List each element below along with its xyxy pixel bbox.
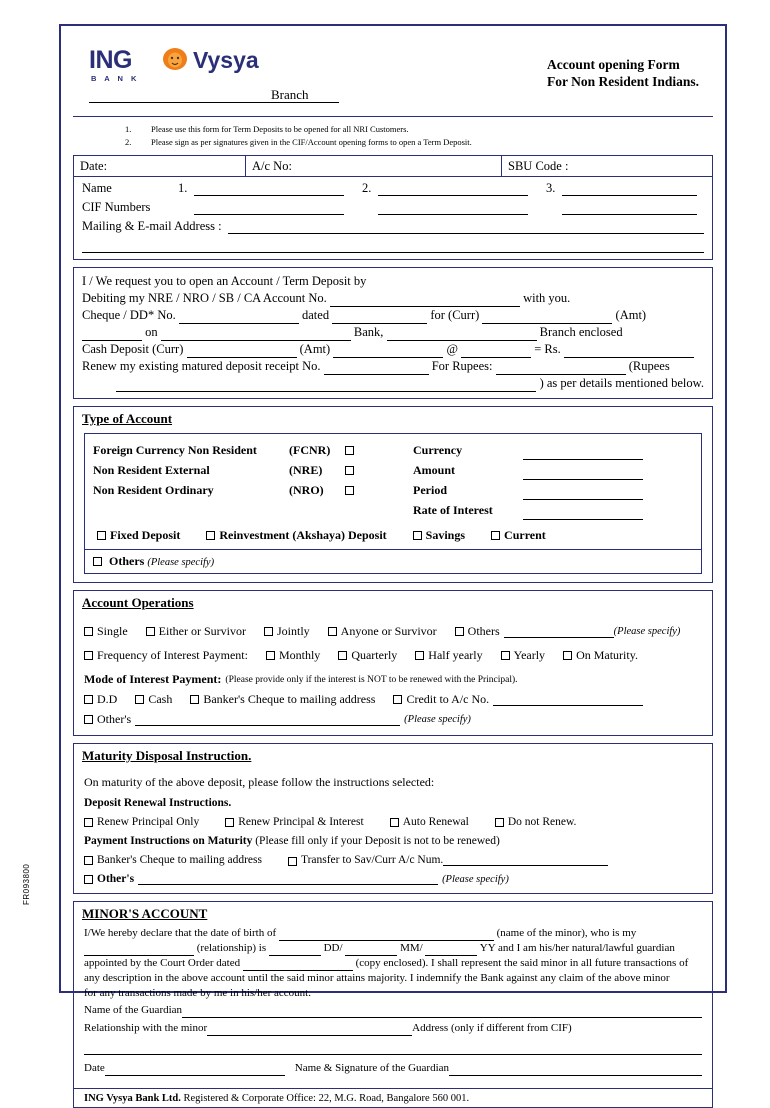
name-index-3: 3. (546, 181, 556, 195)
guardian-date-label: Date (84, 1062, 105, 1074)
maturity-bankers-cheque[interactable] (84, 854, 262, 866)
savings-checkbox[interactable] (413, 531, 422, 540)
guardian-relationship-row (84, 1021, 702, 1036)
payment-dd[interactable] (84, 692, 117, 707)
frequency-quarterly-checkbox[interactable] (338, 651, 347, 660)
renew-principal-interest[interactable] (225, 816, 364, 828)
frequency-quarterly[interactable] (338, 648, 397, 663)
guardian-address-row (84, 1042, 702, 1055)
mailing-address-row (82, 219, 704, 234)
maturity-bankers-cheque-label: Banker's Cheque to mailing address (97, 854, 262, 866)
amount-input[interactable] (523, 468, 643, 480)
ing-logo-text: ING (89, 46, 132, 74)
payment-credit-account-checkbox[interactable] (393, 695, 402, 704)
name-entry-1[interactable] (178, 181, 344, 196)
instruction-text: Please use this form for Term Deposits to be opened for all NRI Customers. (151, 124, 409, 134)
account-type-fcnr[interactable] (93, 440, 413, 460)
request-line-5 (82, 341, 704, 358)
frequency-half-yearly-label: Half yearly (428, 648, 483, 662)
lion-icon (161, 46, 189, 72)
interest-frequency-row (84, 648, 702, 663)
mode-others-hint: (Please specify) (613, 626, 681, 637)
maturity-others-input[interactable] (138, 873, 438, 885)
interest-frequency-checkbox[interactable] (84, 651, 93, 660)
instruction-item (125, 123, 713, 135)
frequency-yearly[interactable] (501, 648, 545, 663)
mode-others-input[interactable] (504, 626, 614, 638)
minor-declaration-text-1b: (name of the minor), who is my (496, 927, 637, 939)
deposit-option-savings[interactable] (413, 528, 465, 543)
maturity-others-label: Other's (97, 873, 135, 885)
drawn-line-prefix[interactable] (82, 329, 142, 341)
mailing-address-input-2[interactable] (82, 241, 704, 253)
maturity-transfer-account-checkbox[interactable] (288, 857, 297, 866)
mode-anyone-or-survivor[interactable] (328, 624, 437, 639)
footer-bank-name: ING Vysya Bank Ltd. (84, 1093, 181, 1104)
minor-declaration-text-2: (relationship) is (196, 942, 267, 954)
maturity-transfer-account-label: Transfer to Sav/Curr A/c Num. (300, 854, 444, 866)
frequency-on-maturity[interactable] (563, 648, 638, 663)
maturity-section (73, 743, 713, 894)
do-not-renew-label: Do not Renew. (507, 816, 577, 828)
maturity-others-row (84, 873, 702, 885)
cash-amt-input[interactable] (333, 346, 443, 358)
operation-mode-row (84, 624, 702, 639)
payment-dd-label: D.D (97, 692, 118, 706)
guardian-name-input[interactable] (182, 1006, 702, 1018)
guardian-date-input[interactable] (105, 1064, 285, 1076)
account-type-nre-label: Non Resident External (93, 463, 210, 477)
mode-others-label: Others (467, 624, 500, 638)
minor-relationship-input[interactable] (84, 944, 194, 956)
cheque-curr-input[interactable] (482, 312, 612, 324)
minor-declaration-text-1: I/We hereby declare that the date of birth of (84, 927, 277, 939)
instructions-list (73, 123, 713, 148)
account-type-fcnr-label: Foreign Currency Non Resident (93, 443, 257, 457)
bank-label: Bank, (353, 325, 384, 339)
payment-bankers-cheque-checkbox[interactable] (190, 695, 199, 704)
request-line-2 (82, 290, 704, 307)
payment-bankers-cheque-label: Banker's Cheque to mailing address (203, 692, 376, 706)
renewal-options-row (84, 816, 702, 828)
payment-others-label: Other's (97, 712, 132, 726)
period-input[interactable] (523, 488, 643, 500)
minor-dob-yy-input[interactable] (425, 944, 477, 956)
amount-field[interactable] (413, 460, 693, 480)
payment-others-input[interactable] (135, 714, 400, 726)
cif-input-2[interactable] (378, 203, 528, 215)
current-checkbox[interactable] (491, 531, 500, 540)
account-type-nre[interactable] (93, 460, 413, 480)
guardian-name-label: Name of the Guardian (84, 1004, 183, 1016)
frequency-monthly-checkbox[interactable] (266, 651, 275, 660)
frequency-quarterly-label: Quarterly (351, 648, 398, 662)
as-per-details-label: ) as per details mentioned below. (539, 376, 704, 390)
account-type-nro[interactable] (93, 480, 413, 500)
identity-section (73, 155, 713, 260)
request-text-1: I / We request you to open an Account / Term Deposit by (82, 274, 367, 288)
name-input-2[interactable] (378, 184, 528, 196)
minor-declaration-text-3b: (copy enclosed). I shall represent the said minor in all future transactions of (355, 957, 689, 969)
maturity-others[interactable] (84, 873, 134, 885)
fixed-deposit-label: Fixed Deposit (110, 528, 181, 542)
branch-enclosed-label: Branch enclosed (539, 325, 623, 339)
vysya-logo-text: Vysya (193, 47, 259, 73)
form-title-line1: Account opening Form (546, 57, 680, 72)
mode-either-or-survivor-label: Either or Survivor (158, 624, 246, 638)
rupees-words-input[interactable] (116, 380, 536, 392)
cif-input-1[interactable] (194, 203, 344, 215)
deposit-option-current[interactable] (491, 528, 546, 543)
minor-declaration-text-2b: YY and I am his/her natural/lawful guardian (479, 942, 675, 954)
reinvestment-deposit-checkbox[interactable] (206, 531, 215, 540)
drawn-branch-input[interactable] (387, 329, 537, 341)
identity-header-row (74, 156, 712, 177)
deposit-options-row (93, 528, 693, 543)
renew-deposit-label: Renew my existing matured deposit receipt No. (82, 359, 321, 373)
mode-others-checkbox[interactable] (455, 627, 464, 636)
minor-declaration-line-3 (84, 956, 702, 971)
debit-account-label: Debiting my NRE / NRO / SB / CA Account No. (82, 291, 327, 305)
minor-account-section (73, 901, 713, 1108)
account-type-nre-checkbox[interactable] (345, 466, 354, 475)
payment-credit-account-input[interactable] (493, 694, 643, 706)
cheque-amt-label: (Amt) (615, 308, 647, 322)
instruction-number: 1. (125, 124, 132, 134)
payment-instruction-options-row (84, 854, 702, 866)
cheque-dd-label: Cheque / DD* No. (82, 308, 176, 322)
rate-of-interest-input[interactable] (523, 508, 643, 520)
account-type-nre-abbr: (NRE) (289, 463, 323, 477)
name-input-3[interactable] (562, 184, 697, 196)
minor-declaration-line-5: for any transactions made by me in his/her account. (84, 987, 311, 999)
period-label: Period (413, 483, 447, 497)
type-of-account-heading: Type of Account (82, 411, 173, 426)
interest-mode-heading-row (84, 672, 702, 687)
do-not-renew[interactable] (495, 816, 577, 828)
frequency-on-maturity-label: On Maturity. (576, 648, 638, 662)
renew-receipt-input[interactable] (324, 363, 429, 375)
type-of-account-box (84, 433, 702, 574)
interest-mode-options-row (84, 692, 702, 707)
mailing-address-input-1[interactable] (228, 222, 704, 234)
frequency-monthly-label: Monthly (278, 648, 321, 662)
renew-rupees-label: For Rupees: (431, 359, 493, 373)
mode-anyone-or-survivor-checkbox[interactable] (328, 627, 337, 636)
payment-cash[interactable] (135, 692, 172, 707)
deposit-option-reinvestment[interactable] (206, 528, 386, 543)
guardian-name-row (84, 1003, 702, 1018)
cif-input-3[interactable] (562, 203, 697, 215)
frequency-half-yearly-checkbox[interactable] (415, 651, 424, 660)
maturity-body (74, 766, 712, 893)
minor-name-input[interactable] (279, 929, 494, 941)
minor-account-body (74, 924, 712, 1082)
interest-frequency-label: Frequency of Interest Payment: (97, 648, 248, 662)
mode-either-or-survivor-checkbox[interactable] (146, 627, 155, 636)
request-line-6 (82, 358, 704, 375)
cash-curr-input[interactable] (187, 346, 297, 358)
mode-single-label: Single (97, 624, 128, 638)
cheque-curr-label: for (Curr) (430, 308, 480, 322)
name-row (82, 181, 704, 196)
guardian-signature-input[interactable] (449, 1064, 702, 1076)
debit-account-suffix: with you. (523, 291, 571, 305)
payment-dd-checkbox[interactable] (84, 695, 93, 704)
guardian-address-input[interactable] (84, 1042, 702, 1055)
sbu-code-label: SBU Code : (508, 158, 569, 173)
type-others-row[interactable] (85, 549, 701, 573)
payment-instructions-heading: Payment Instructions on Maturity (84, 835, 253, 847)
payment-instructions-hint: (Please fill only if your Deposit is not to be renewed) (255, 835, 500, 847)
form-content (73, 36, 713, 1108)
rate-of-interest-label: Rate of Interest (413, 503, 493, 517)
payment-others-checkbox[interactable] (84, 715, 93, 724)
minor-declaration-line-1 (84, 926, 702, 941)
minor-account-heading: MINOR'S ACCOUNT (82, 906, 208, 921)
date-field[interactable] (74, 156, 246, 176)
do-not-renew-checkbox[interactable] (495, 818, 504, 827)
mode-jointly-label: Jointly (277, 624, 310, 638)
request-line-4 (82, 324, 704, 341)
minor-dob-mm-input[interactable] (345, 944, 397, 956)
footer (74, 1088, 712, 1107)
currency-input[interactable] (523, 448, 643, 460)
account-type-nro-abbr: (NRO) (289, 483, 324, 497)
cash-amt-label: (Amt) (299, 342, 331, 356)
name-entry-2[interactable] (362, 181, 528, 196)
cash-deposit-label: Cash Deposit (Curr) (82, 342, 184, 356)
mode-single[interactable] (84, 624, 128, 639)
guardian-relationship-label: Relationship with the minor (84, 1022, 208, 1034)
request-section (73, 267, 713, 399)
date-label: Date: (80, 158, 108, 173)
mode-anyone-or-survivor-label: Anyone or Survivor (340, 624, 437, 638)
minor-declaration-line-2 (84, 941, 702, 956)
reinvestment-deposit-label: Reinvestment (Akshaya) Deposit (219, 528, 387, 542)
request-line-3 (82, 307, 704, 324)
interest-mode-others-row (84, 712, 702, 727)
fixed-deposit-checkbox[interactable] (97, 531, 106, 540)
rate-of-interest-field[interactable] (413, 500, 693, 520)
deposit-option-fixed[interactable] (97, 528, 180, 543)
bank-logo-subtext: B A N K (91, 74, 140, 83)
form-title-line2: For Non Resident Indians. (546, 74, 699, 89)
account-type-options (93, 440, 413, 520)
mode-either-or-survivor[interactable] (146, 624, 246, 639)
frequency-yearly-label: Yearly (513, 648, 546, 662)
type-others-label: Others (109, 554, 145, 568)
type-of-account-section (73, 406, 713, 583)
account-operations-heading: Account Operations (82, 595, 194, 610)
payment-credit-account-label: Credit to A/c No. (406, 692, 490, 706)
currency-label: Currency (413, 443, 463, 457)
account-type-fcnr-checkbox[interactable] (345, 446, 354, 455)
account-type-fcnr-abbr: (FCNR) (289, 443, 331, 457)
minor-court-order-input[interactable] (243, 959, 353, 971)
deposit-detail-fields (413, 440, 693, 520)
amount-label: Amount (413, 463, 456, 477)
mailing-address-label: Mailing & E-mail Address : (82, 219, 222, 233)
request-line-7 (82, 375, 704, 392)
mailing-address-row-2 (82, 241, 704, 253)
interest-frequency-group[interactable] (84, 648, 248, 663)
payment-bankers-cheque[interactable] (190, 692, 375, 707)
auto-renewal[interactable] (390, 816, 469, 828)
name-label: Name (82, 181, 112, 195)
mode-others[interactable] (455, 624, 500, 639)
maturity-transfer-account[interactable] (288, 854, 608, 866)
form-code: FR093800 (22, 863, 31, 905)
frequency-monthly[interactable] (266, 648, 320, 663)
payment-cash-label: Cash (148, 692, 173, 706)
interest-mode-label: Mode of Interest Payment: (84, 672, 222, 686)
minor-dob-dd-input[interactable] (269, 944, 321, 956)
sbu-code-field[interactable] (502, 156, 712, 176)
renewal-heading: Deposit Renewal Instructions. (84, 797, 232, 809)
minor-dob-mm-label: MM/ (400, 942, 423, 954)
maturity-heading: Maturity Disposal Instruction. (82, 748, 252, 763)
cheque-dated-label: dated (302, 308, 330, 322)
minor-court-order-label: appointed by the Court Order dated (84, 957, 241, 969)
minor-dob-dd-label: DD/ (323, 942, 343, 954)
cheque-dated-input[interactable] (332, 312, 427, 324)
account-number-label: A/c No: (252, 158, 292, 173)
account-operations-section (73, 590, 713, 736)
identity-body (74, 177, 712, 259)
minor-declaration-line-4: any description in the above account until the said minor attains majority. I indemnify the Bank against any claim of the above minor (84, 972, 670, 984)
form-title (547, 56, 699, 90)
account-operations-body (74, 613, 712, 735)
cif-row (82, 200, 704, 215)
type-others-hint: (Please specify) (147, 557, 215, 568)
guardian-date-signature-row (84, 1061, 702, 1076)
debit-account-input[interactable] (330, 295, 520, 307)
drawn-bank-input[interactable] (161, 329, 351, 341)
payment-cash-checkbox[interactable] (135, 695, 144, 704)
maturity-others-checkbox[interactable] (84, 875, 93, 884)
name-entry-3[interactable] (546, 181, 697, 196)
renew-principal-only-label: Renew Principal Only (97, 816, 200, 828)
savings-label: Savings (425, 528, 466, 542)
instruction-text: Please sign as per signatures given in the CIF/Account opening forms to open a Term Deposit. (151, 137, 472, 147)
type-others-checkbox[interactable] (93, 557, 102, 566)
name-input-1[interactable] (194, 184, 344, 196)
request-line-1 (82, 273, 704, 290)
footer-address: Registered & Corporate Office: 22, M.G. Road, Bangalore 560 001. (183, 1093, 470, 1104)
currency-field[interactable] (413, 440, 693, 460)
instruction-item (125, 136, 713, 148)
rate-at-label: @ (446, 342, 458, 356)
cif-label: CIF Numbers (82, 200, 151, 214)
payment-instructions-heading-row (84, 835, 702, 847)
renew-rupees-input[interactable] (496, 363, 626, 375)
maturity-others-hint: (Please specify) (442, 874, 509, 885)
guardian-relationship-input[interactable] (207, 1024, 412, 1036)
drawn-on-label: on (145, 325, 158, 339)
cheque-dd-input[interactable] (179, 312, 299, 324)
frequency-on-maturity-checkbox[interactable] (563, 651, 572, 660)
maturity-intro: On maturity of the above deposit, please follow the instructions selected: (84, 775, 435, 789)
maturity-bankers-cheque-checkbox[interactable] (84, 856, 93, 865)
rate-input[interactable] (461, 346, 531, 358)
renew-principal-only[interactable] (84, 816, 199, 828)
payment-others-hint: (Please specify) (404, 714, 471, 725)
account-type-nro-checkbox[interactable] (345, 486, 354, 495)
instruction-number: 2. (125, 137, 132, 147)
payment-credit-account[interactable] (393, 692, 489, 707)
guardian-signature-label: Name & Signature of the Guardian (294, 1062, 450, 1074)
branch-label: Branch (271, 87, 309, 102)
equals-rs-label: = Rs. (534, 342, 561, 356)
payment-others[interactable] (84, 712, 131, 727)
mode-jointly-checkbox[interactable] (264, 627, 273, 636)
guardian-address-label: Address (only if different from CIF) (412, 1022, 572, 1034)
frequency-half-yearly[interactable] (415, 648, 482, 663)
rupees-value-input[interactable] (564, 346, 694, 358)
renew-principal-interest-label: Renew Principal & Interest (238, 816, 364, 828)
frequency-yearly-checkbox[interactable] (501, 651, 510, 660)
type-of-account-grid (93, 440, 693, 520)
form-header (73, 36, 713, 117)
renew-principal-interest-checkbox[interactable] (225, 818, 234, 827)
auto-renewal-checkbox[interactable] (390, 818, 399, 827)
mode-jointly[interactable] (264, 624, 310, 639)
auto-renewal-label: Auto Renewal (402, 816, 469, 828)
mode-single-checkbox[interactable] (84, 627, 93, 636)
period-field[interactable] (413, 480, 693, 500)
renew-rupees-words-label: (Rupees (628, 359, 670, 373)
current-label: Current (504, 528, 546, 542)
renew-principal-only-checkbox[interactable] (84, 818, 93, 827)
account-number-field[interactable] (246, 156, 502, 176)
name-index-2: 2. (362, 181, 372, 195)
account-type-nro-label: Non Resident Ordinary (93, 483, 214, 497)
maturity-transfer-account-input[interactable] (443, 854, 608, 866)
name-index-1: 1. (178, 181, 188, 195)
interest-mode-hint: (Please provide only if the interest is NOT to be renewed with the Principal). (225, 674, 518, 685)
